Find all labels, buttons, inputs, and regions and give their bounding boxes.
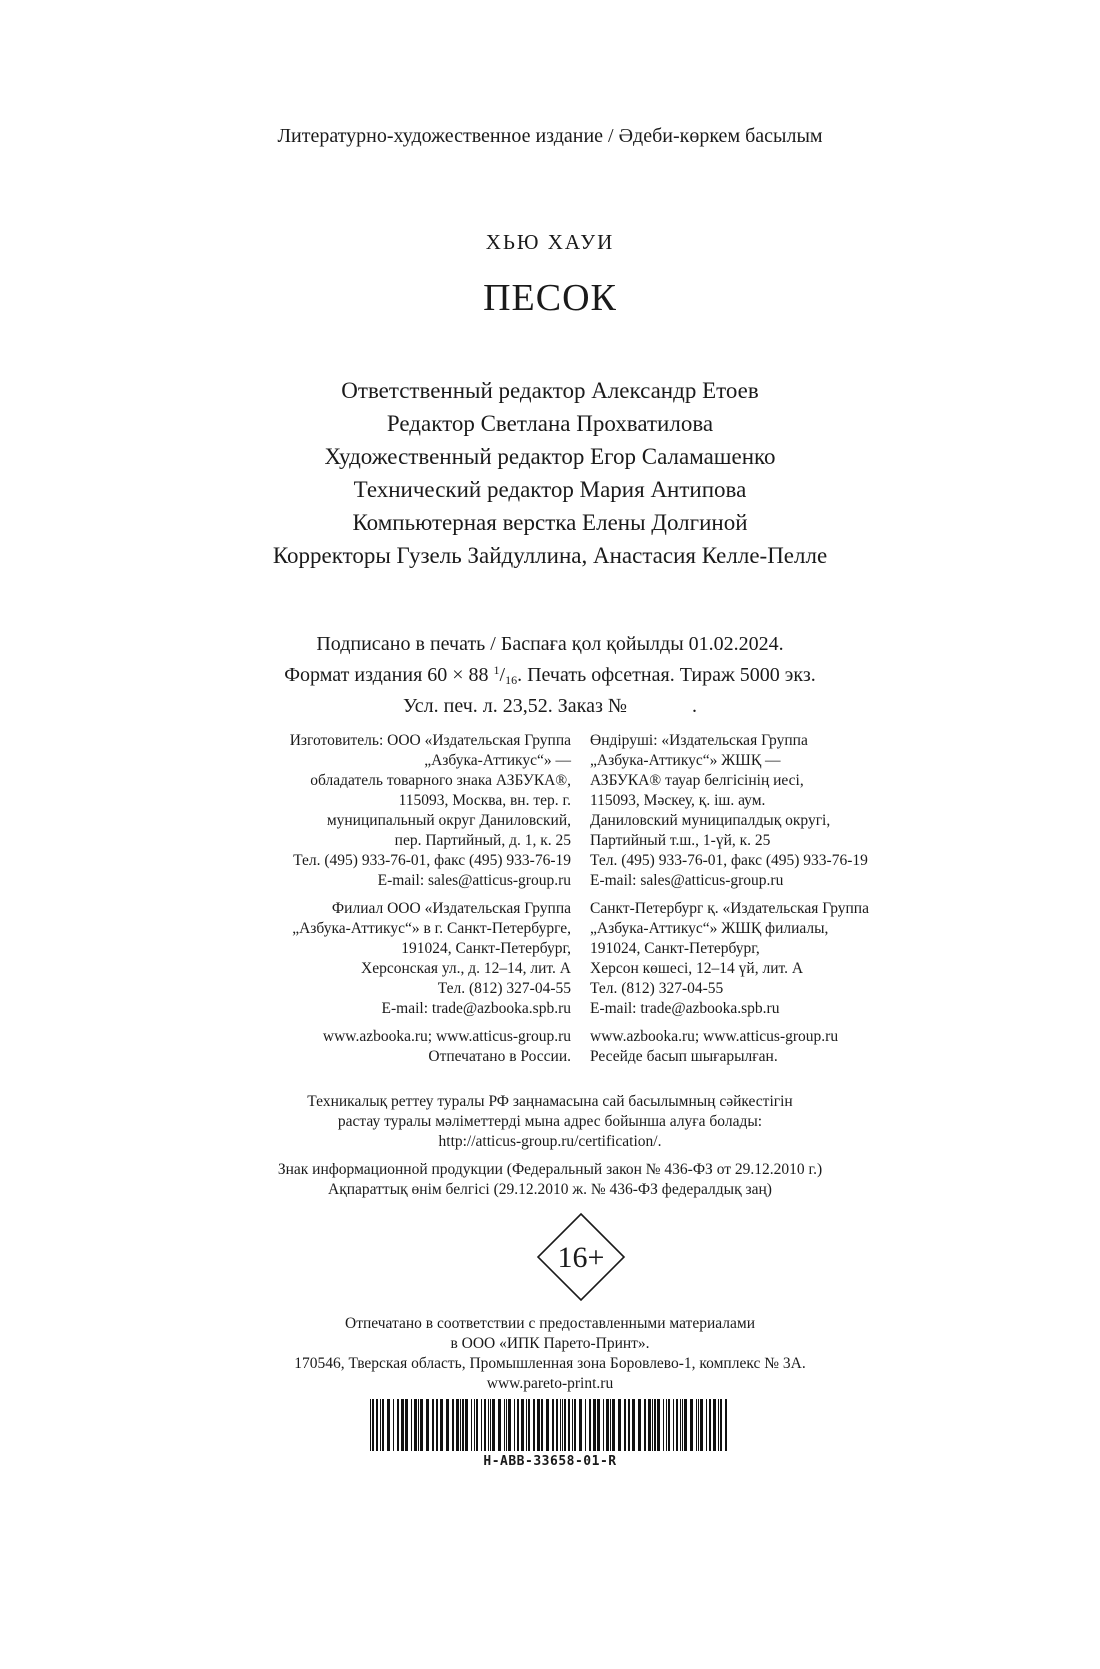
barcode-bar <box>436 1399 438 1451</box>
barcode-bar <box>562 1399 563 1451</box>
barcode-bar <box>521 1399 524 1451</box>
staff-line: Редактор Светлана Прохватилова <box>386 411 714 436</box>
barcode-bar <box>537 1399 540 1451</box>
format-suffix: . Печать офсетная. Тираж 5000 экз. <box>517 664 816 686</box>
barcode-bar <box>420 1399 423 1451</box>
barcode-bar <box>446 1399 449 1451</box>
barcode-bar <box>508 1399 511 1451</box>
barcode-bar <box>624 1399 626 1451</box>
barcode-bar <box>397 1399 399 1451</box>
info-line: Отпечатано в России. <box>428 1048 571 1065</box>
barcode-bar <box>666 1399 667 1451</box>
info-line: 191024, Санкт-Петербург, <box>401 940 571 957</box>
barcode-bar <box>414 1399 417 1451</box>
note-line: растау туралы мәліметтерді мына адрес бойынша алуға болады: <box>337 1113 763 1130</box>
signed-line: Подписано в печать / Баспаға қол қойылды 01.02.2024. <box>316 633 784 655</box>
barcode-bar <box>612 1399 615 1451</box>
note-line: Техникалық реттеу туралы РФ заңнамасына сай басылымның сәйкестігін <box>307 1093 793 1110</box>
barcode-bar <box>568 1399 570 1451</box>
barcode-bar <box>504 1399 505 1451</box>
barcode-bar <box>465 1399 468 1451</box>
info-line: www.azbooka.ru; www.atticus-group.ru <box>322 1028 571 1045</box>
barcode-bar <box>628 1399 630 1451</box>
barcode-bar <box>606 1399 609 1451</box>
note-line: Знак информационной продукции (Федеральный закон № 436-ФЗ от 29.12.2010 г.) <box>277 1161 823 1178</box>
info-line: 115093, Мәскеу, қ. іш. аум. <box>590 792 766 809</box>
publisher-info-russian <box>290 731 571 1075</box>
info-sign-note <box>0 1160 1100 1200</box>
info-line: „Азбука-Аттикус“» ЖШҚ филиалы, <box>590 920 829 937</box>
barcode-bar <box>476 1399 478 1451</box>
barcode-bar <box>481 1399 482 1451</box>
note-line: Ақпараттық өнім белгісі (29.12.2010 ж. № 436-ФЗ федералдық заң) <box>328 1181 772 1198</box>
format-prefix: Формат издания 60 × 88 <box>284 664 494 686</box>
barcode-bar <box>380 1399 381 1451</box>
barcode-bar <box>698 1399 699 1451</box>
barcode-bar <box>387 1399 390 1451</box>
info-line: Өндіруші: «Издательская Группа <box>590 732 808 749</box>
info-line: E-mail: sales@atticus-group.ru <box>590 872 784 889</box>
barcode-bar <box>440 1399 443 1451</box>
barcode-bar <box>460 1399 461 1451</box>
staff-line: Технический редактор Мария Антипова <box>353 477 747 502</box>
note-line: в ООО «ИПК Парето-Принт». <box>450 1335 650 1352</box>
barcode-bar <box>506 1399 507 1451</box>
barcode-bar <box>597 1399 600 1451</box>
barcode-bar <box>638 1399 641 1451</box>
info-line: Херсон көшесі, 12–14 үй, лит. А <box>590 960 804 977</box>
barcode-bar <box>488 1399 489 1451</box>
barcode-bar <box>498 1399 501 1451</box>
staff-line: Компьютерная верстка Елены Долгиной <box>352 510 748 535</box>
barcode-bar <box>471 1399 472 1451</box>
barcode-bar <box>700 1399 703 1451</box>
info-line: обладатель товарного знака АЗБУКА®, <box>310 772 571 789</box>
note-line: Отпечатано в соответствии с предоставленными материалами <box>345 1315 755 1332</box>
format-slash: / <box>499 664 506 686</box>
barcode-bar <box>517 1399 519 1451</box>
barcode-bar <box>462 1399 464 1451</box>
barcode-bar <box>526 1399 527 1451</box>
branch-block <box>290 899 571 1019</box>
staff-line: Ответственный редактор Александр Етоев <box>341 378 759 403</box>
info-line: E-mail: trade@azbooka.spb.ru <box>381 1000 571 1017</box>
barcode-bar <box>370 1399 371 1451</box>
format-line <box>0 657 1100 693</box>
info-line: www.azbooka.ru; www.atticus-group.ru <box>590 1028 839 1045</box>
barcode-bar <box>490 1399 491 1451</box>
info-line: 115093, Москва, вн. тер. г. <box>398 792 571 809</box>
barcode-bar <box>405 1399 408 1451</box>
barcode-bar <box>533 1399 535 1451</box>
staff-line: Художественный редактор Егор Саламашенко <box>324 444 776 469</box>
barcode-bar <box>564 1399 566 1451</box>
barcode-bar <box>372 1399 374 1451</box>
barcode-bar <box>492 1399 495 1451</box>
barcode-bar <box>668 1399 670 1451</box>
publisher-info-kazakh <box>590 731 869 1075</box>
info-line: Партийный т.ш., 1-үй, к. 25 <box>590 832 771 849</box>
order-line: Усл. печ. л. 23,52. Заказ № . <box>403 695 697 717</box>
barcode-bar <box>720 1399 722 1451</box>
barcode-bar <box>393 1399 394 1451</box>
barcode-bar <box>676 1399 678 1451</box>
barcode-bar <box>618 1399 621 1451</box>
barcode-bar <box>680 1399 681 1451</box>
barcode-bar <box>644 1399 646 1451</box>
barcode-bar <box>401 1399 404 1451</box>
barcode-bar <box>452 1399 454 1451</box>
info-line: Тел. (812) 327-04-55 <box>590 980 724 997</box>
barcode-bar <box>426 1399 429 1451</box>
barcode-bar <box>376 1399 378 1451</box>
book-title: ПЕСОК <box>483 277 617 319</box>
author-name: ХЬЮ ХАУИ <box>485 230 615 254</box>
barcode-bar <box>610 1399 611 1451</box>
info-line: пер. Партийный, д. 1, к. 25 <box>394 832 571 849</box>
info-line: 191024, Санкт-Петербург, <box>590 940 760 957</box>
info-line: Даниловский муниципалдық округі, <box>590 812 831 829</box>
info-line: „Азбука-Аттикус“» в г. Санкт-Петербурге, <box>292 920 571 937</box>
barcode-bar <box>690 1399 693 1451</box>
barcode-bar <box>418 1399 419 1451</box>
note-line: 170546, Тверская область, Промышленная зона Боровлево-1, комплекс № 3А. <box>294 1355 806 1372</box>
barcode-bar <box>593 1399 596 1451</box>
editorial-staff <box>0 374 1100 572</box>
barcode-bar <box>632 1399 635 1451</box>
staff-line: Корректоры Гузель Зайдуллина, Анастасия Келле-Пелле <box>272 543 828 568</box>
publisher-block <box>290 731 571 891</box>
info-line: „Азбука-Аттикус“» ЖШҚ — <box>590 752 781 769</box>
barcode-bar <box>725 1399 727 1451</box>
barcode-bar <box>541 1399 543 1451</box>
info-line: Тел. (812) 327-04-55 <box>437 980 571 997</box>
barcode-bar <box>574 1399 576 1451</box>
barcode-bar <box>684 1399 687 1451</box>
branch-block <box>590 899 869 1019</box>
info-line: Санкт-Петербург қ. «Издательская Группа <box>590 900 869 917</box>
barcode-bar <box>456 1399 459 1451</box>
barcode-bar <box>474 1399 475 1451</box>
info-line: Тел. (495) 933-76-01, факс (495) 933-76-19 <box>293 852 571 869</box>
info-line: E-mail: trade@azbooka.spb.ru <box>590 1000 780 1017</box>
printer-note <box>0 1314 1100 1394</box>
info-line: E-mail: sales@atticus-group.ru <box>377 872 571 889</box>
age-rating-badge <box>536 1212 626 1302</box>
web-block <box>290 1027 571 1067</box>
certification-note <box>0 1092 1100 1152</box>
barcode-bar <box>560 1399 561 1451</box>
barcode-bar <box>696 1399 697 1451</box>
info-line: Филиал ООО «Издательская Группа <box>331 900 571 917</box>
note-line: http://atticus-group.ru/certification/. <box>438 1133 662 1150</box>
barcode-bar <box>663 1399 664 1451</box>
info-line: Херсонская ул., д. 12–14, лит. А <box>361 960 571 977</box>
barcode-bar <box>546 1399 549 1451</box>
info-line: „Азбука-Аттикус“» — <box>424 752 571 769</box>
barcode-bar <box>718 1399 719 1451</box>
barcode-bar <box>514 1399 515 1451</box>
format-numerator: 1 <box>493 663 500 677</box>
info-line: Изготовитель: ООО «Издательская Группа <box>289 732 571 749</box>
barcode-bar <box>556 1399 558 1451</box>
info-line: Ресейде басып шығарылған. <box>590 1048 778 1065</box>
barcode-bar <box>648 1399 651 1451</box>
barcode-bar <box>709 1399 711 1451</box>
note-line: www.pareto-print.ru <box>486 1375 614 1392</box>
age-rating-text: 16+ <box>557 1241 605 1274</box>
barcode-bar <box>572 1399 573 1451</box>
barcode-bar <box>484 1399 486 1451</box>
info-line: муниципальный округ Даниловский, <box>326 812 571 829</box>
barcode-bar <box>706 1399 707 1451</box>
publisher-block <box>590 731 869 891</box>
barcode <box>370 1399 730 1451</box>
barcode-bar <box>603 1399 604 1451</box>
barcode-bar <box>585 1399 586 1451</box>
barcode-bar <box>382 1399 384 1451</box>
barcode-bar <box>411 1399 412 1451</box>
barcode-bar <box>528 1399 530 1451</box>
barcode-bar <box>657 1399 660 1451</box>
barcode-label: H-ABB-33658-01-R <box>483 1454 617 1469</box>
format-denominator: 16 <box>505 673 518 687</box>
web-block <box>590 1027 869 1067</box>
info-line: Тел. (495) 933-76-01, факс (495) 933-76-19 <box>590 852 868 869</box>
barcode-bar <box>589 1399 591 1451</box>
print-info <box>0 631 1100 719</box>
barcode-bar <box>552 1399 554 1451</box>
barcode-bar <box>673 1399 674 1451</box>
info-line: АЗБУКА® тауар белгісінің иесі, <box>590 772 804 789</box>
edition-line: Литературно-художественное издание / Әдеби-көркем басылым <box>277 125 823 147</box>
barcode-bar <box>654 1399 656 1451</box>
barcode-bar <box>652 1399 653 1451</box>
barcode-bar <box>432 1399 434 1451</box>
barcode-bar <box>682 1399 683 1451</box>
barcode-bar <box>579 1399 582 1451</box>
barcode-bar <box>713 1399 716 1451</box>
